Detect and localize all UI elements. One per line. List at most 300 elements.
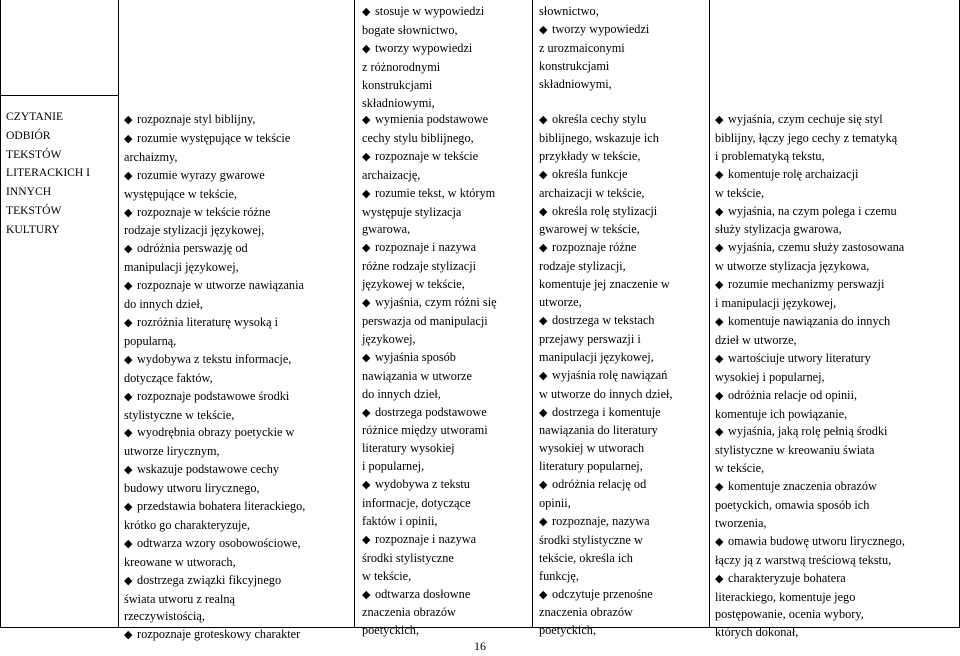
- bullet-icon: ◆: [539, 314, 548, 327]
- criteria-text: omawia budowę utworu lirycznego,: [728, 533, 905, 548]
- bullet-icon: ◆: [539, 369, 548, 382]
- bullet-icon: ◆: [362, 150, 371, 163]
- criteria-text: rozumie wyrazy gwarowe: [137, 167, 265, 182]
- criteria-item: [124, 626, 352, 645]
- criteria-item: [124, 130, 352, 167]
- criteria-item: [715, 533, 959, 570]
- criteria-text: określa rolę stylizacji: [552, 203, 658, 218]
- criteria-text: dzieł w utworze,: [715, 332, 797, 347]
- criteria-item: [715, 478, 959, 533]
- criteria-line: [362, 111, 532, 130]
- row-divider: [0, 95, 118, 96]
- criteria-text: komentuje nawiązania do innych: [728, 313, 891, 328]
- criteria-text: w tekście,: [715, 185, 765, 200]
- criteria-item: [362, 185, 532, 240]
- bullet-icon: ◆: [124, 537, 133, 550]
- bullet-icon: ◆: [124, 353, 133, 366]
- criteria-text: nawiązania do literatury: [539, 423, 658, 438]
- section-title: [6, 108, 116, 240]
- criteria-text: i manipulacji językowej,: [715, 296, 837, 311]
- criteria-item: [124, 388, 352, 425]
- criteria-line: [362, 40, 532, 59]
- criteria-item: [539, 166, 709, 203]
- criteria-text: manipulacji językowej,: [539, 349, 654, 364]
- criteria-text: rozpoznaje, nazywa: [552, 513, 650, 528]
- criteria-text: dostrzega i komentuje: [552, 404, 661, 419]
- criteria-list: [362, 3, 532, 112]
- criteria-text: tworzy wypowiedzi: [552, 21, 650, 36]
- bullet-icon: ◆: [715, 481, 724, 494]
- criteria-text: wyodrębnia obrazy poetyckie w: [137, 425, 295, 440]
- criteria-item: [715, 387, 959, 424]
- criteria-text: informacje, dotyczące: [362, 496, 471, 511]
- criteria-text: utworze,: [539, 295, 582, 310]
- criteria-text: tekście, określa ich: [539, 550, 633, 565]
- criteria-text: tworzy wypowiedzi: [375, 40, 473, 55]
- bullet-icon: ◆: [362, 114, 371, 126]
- criteria-item: [539, 21, 709, 94]
- criteria-line: [124, 204, 352, 223]
- criteria-text: rozpoznaje podstawowe środki: [137, 388, 290, 403]
- criteria-text: komentuje znaczenia obrazów: [728, 479, 877, 494]
- column-divider: [118, 0, 119, 627]
- criteria-text: znaczenia obrazów: [539, 605, 633, 620]
- bullet-icon: ◆: [715, 205, 724, 218]
- criteria-text: do innych dzieł,: [124, 297, 203, 312]
- bullet-icon: ◆: [362, 351, 371, 364]
- criteria-text: wymienia podstawowe: [375, 112, 489, 126]
- column-divider: [532, 0, 533, 627]
- bullet-icon: ◆: [715, 352, 724, 365]
- criteria-text: w tekście,: [362, 568, 412, 583]
- criteria-text: składniowymi,: [362, 95, 435, 110]
- criteria-text: poetyckich,: [539, 623, 597, 638]
- section-title-line: TEKSTÓW: [6, 147, 62, 161]
- criteria-line: [539, 203, 709, 222]
- bullet-icon: ◆: [539, 205, 548, 218]
- criteria-item: [362, 111, 532, 148]
- bullet-icon: ◆: [362, 242, 371, 255]
- criteria-text: środki stylistyczne: [362, 550, 454, 565]
- criteria-item: [715, 203, 959, 240]
- bullet-icon: ◆: [539, 588, 548, 601]
- criteria-text: stosuje w wypowiedzi: [375, 4, 485, 18]
- criteria-text: wyjaśnia, czemu służy zastosowana: [728, 240, 905, 255]
- criteria-text: literatury wysokiej: [362, 441, 455, 456]
- criteria-item: [715, 239, 959, 276]
- criteria-text: rozpoznaje i nazywa: [375, 240, 477, 255]
- column-3-list: [539, 111, 709, 640]
- criteria-text: gwarowa,: [362, 222, 411, 237]
- criteria-line: [124, 111, 352, 130]
- bullet-icon: ◆: [539, 242, 548, 255]
- criteria-text: rzeczywistością,: [124, 609, 205, 624]
- criteria-line: [362, 185, 532, 204]
- criteria-text: odtwarza wzory osobowościowe,: [137, 535, 301, 550]
- criteria-text: poetyckich, omawia sposób ich: [715, 498, 870, 513]
- criteria-text: przykłady w tekście,: [539, 148, 641, 163]
- criteria-text: kreowane w utworach,: [124, 554, 236, 569]
- criteria-text: archaizacji w tekście,: [539, 185, 645, 200]
- criteria-text: wartościuje utwory literatury: [728, 350, 871, 365]
- bullet-icon: ◆: [124, 206, 133, 219]
- criteria-line: [124, 535, 352, 554]
- criteria-text: archaizmy,: [124, 149, 178, 164]
- column-1-list: [124, 111, 352, 645]
- criteria-line: [715, 203, 959, 222]
- criteria-text: rozpoznaje groteskowy charakter: [137, 627, 301, 642]
- criteria-text: stylistyczne w kreowaniu świata: [715, 443, 875, 458]
- criteria-line: [539, 239, 709, 258]
- criteria-text: charakteryzuje bohatera: [728, 570, 846, 585]
- criteria-item: [539, 312, 709, 367]
- bullet-icon: ◆: [124, 629, 133, 642]
- criteria-item: [362, 148, 532, 185]
- criteria-text: rozpoznaje w tekście różne: [137, 204, 271, 219]
- section-title-line: TEKSTÓW: [6, 203, 62, 217]
- criteria-item: [362, 476, 532, 531]
- criteria-text: służy stylizacja gwarowa,: [715, 222, 842, 237]
- criteria-line: [124, 351, 352, 370]
- criteria-list: [539, 21, 709, 94]
- criteria-text: archaizację,: [362, 167, 421, 182]
- criteria-text: znaczenia obrazów: [362, 605, 456, 620]
- column-4-list: [715, 111, 959, 642]
- criteria-text: literatury popularnej,: [539, 459, 643, 474]
- criteria-text: wskazuje podstawowe cechy: [137, 462, 280, 477]
- criteria-line: [539, 312, 709, 331]
- criteria-text: dostrzega w tekstach: [552, 312, 655, 327]
- criteria-text: cechy stylu biblijnego,: [362, 130, 474, 145]
- criteria-text: krótko go charakteryzuje,: [124, 517, 250, 532]
- criteria-text: językowej,: [362, 331, 416, 346]
- criteria-list: [362, 111, 532, 640]
- bullet-icon: ◆: [362, 42, 371, 55]
- criteria-text: postępowanie, ocenia wybory,: [715, 607, 864, 622]
- criteria-text: rozumie mechanizmy perswazji: [728, 277, 885, 292]
- criteria-text: wyjaśnia sposób: [375, 349, 456, 364]
- criteria-item: [362, 40, 532, 113]
- criteria-text: wyjaśnia rolę nawiązań: [552, 367, 668, 382]
- criteria-line: [715, 423, 959, 442]
- criteria-text: odtwarza dosłowne: [375, 586, 471, 601]
- criteria-line: [362, 3, 532, 22]
- criteria-text: konstrukcjami: [362, 77, 433, 92]
- criteria-item: [539, 239, 709, 312]
- section-title-line: ODBIÓR: [6, 128, 51, 142]
- criteria-text: rozpoznaje w tekście: [375, 148, 479, 163]
- criteria-text: wysokiej i popularnej,: [715, 369, 825, 384]
- criteria-text: faktów i opinii,: [362, 513, 438, 528]
- criteria-text: rozpoznaje w utworze nawiązania: [137, 278, 304, 293]
- criteria-text: tworzenia,: [715, 515, 767, 530]
- column-divider: [354, 0, 355, 627]
- bullet-icon: ◆: [539, 515, 548, 528]
- criteria-line: [124, 130, 352, 149]
- bullet-icon: ◆: [362, 297, 371, 310]
- criteria-item: [715, 166, 959, 203]
- criteria-text: występuje stylizacja: [362, 204, 462, 219]
- criteria-text: konstrukcjami: [539, 58, 610, 73]
- criteria-text: z różnorodnymi: [362, 59, 441, 74]
- criteria-line: [715, 533, 959, 552]
- criteria-item: [362, 294, 532, 349]
- criteria-list: [124, 111, 352, 645]
- bullet-icon: ◆: [362, 533, 371, 546]
- criteria-text: w tekście,: [715, 461, 765, 476]
- criteria-line: [124, 626, 352, 645]
- section-title-line: KULTURY: [6, 222, 60, 236]
- criteria-line: [715, 387, 959, 406]
- criteria-item: [124, 167, 352, 204]
- bullet-icon: ◆: [124, 464, 133, 477]
- criteria-line: [715, 166, 959, 185]
- bullet-icon: ◆: [124, 316, 133, 329]
- criteria-item: [715, 313, 959, 350]
- criteria-text: literackiego, komentuje jego: [715, 589, 856, 604]
- criteria-line: [539, 166, 709, 185]
- criteria-line: [539, 476, 709, 495]
- bullet-icon: ◆: [124, 574, 133, 587]
- criteria-text: odróżnia relacje od opinii,: [728, 387, 858, 402]
- bullet-icon: ◆: [362, 406, 371, 419]
- criteria-line: [362, 294, 532, 313]
- criteria-line: [362, 239, 532, 258]
- criteria-text: świata utworu z realną: [124, 591, 235, 606]
- bullet-icon: ◆: [124, 390, 133, 403]
- criteria-text: różnice między utworami: [362, 423, 488, 438]
- criteria-item: [124, 277, 352, 314]
- bullet-icon: ◆: [715, 572, 724, 585]
- page-number: 16: [474, 639, 486, 653]
- bullet-icon: ◆: [124, 280, 133, 293]
- criteria-text: biblijnego, wskazuje ich: [539, 130, 659, 145]
- criteria-line: [362, 476, 532, 495]
- criteria-line: [362, 148, 532, 167]
- criteria-text: nawiązania w utworze: [362, 368, 472, 383]
- criteria-line: [124, 314, 352, 333]
- criteria-text: w utworze stylizacja językowa,: [715, 259, 870, 274]
- criteria-item: [124, 461, 352, 498]
- bullet-icon: ◆: [715, 426, 724, 439]
- criteria-text: wydobywa z tekstu informacje,: [137, 351, 292, 366]
- criteria-text: budowy utworu lirycznego,: [124, 481, 260, 496]
- column-divider: [709, 0, 710, 627]
- bullet-icon: ◆: [715, 535, 724, 548]
- criteria-line: [124, 277, 352, 296]
- criteria-text: środki stylistyczne w: [539, 532, 643, 547]
- criteria-item: [715, 111, 959, 166]
- criteria-line: [715, 350, 959, 369]
- criteria-text: wyjaśnia, czym cechuje się styl: [728, 112, 883, 126]
- criteria-text: dostrzega podstawowe: [375, 404, 487, 419]
- criteria-line: [124, 240, 352, 259]
- criteria-item: [539, 203, 709, 240]
- criteria-item: [539, 586, 709, 641]
- criteria-list: [539, 111, 709, 640]
- bullet-icon: ◆: [362, 6, 371, 18]
- bullet-icon: ◆: [715, 114, 724, 126]
- criteria-text: manipulacji językowej,: [124, 260, 239, 275]
- criteria-item: [362, 404, 532, 477]
- bullet-icon: ◆: [715, 242, 724, 255]
- bullet-icon: ◆: [715, 315, 724, 328]
- criteria-text: funkcję,: [539, 568, 579, 583]
- criteria-text: gwarowej w tekście,: [539, 222, 640, 237]
- section-title-line: CZYTANIE: [6, 110, 64, 123]
- criteria-text: i problematyką tekstu,: [715, 148, 825, 163]
- criteria-text: których dokonał,: [715, 625, 799, 640]
- criteria-text: odróżnia perswazję od: [137, 241, 248, 256]
- criteria-line: [362, 404, 532, 423]
- criteria-item: [124, 204, 352, 241]
- criteria-item: [715, 276, 959, 313]
- criteria-text: określa funkcje: [552, 166, 628, 181]
- bullet-icon: ◆: [124, 132, 133, 145]
- criteria-text: wyjaśnia, jaką rolę pełnią środki: [728, 424, 888, 439]
- criteria-text: językowej w tekście,: [362, 277, 465, 292]
- criteria-line: [539, 586, 709, 605]
- bullet-icon: ◆: [362, 588, 371, 601]
- criteria-line: [539, 111, 709, 130]
- criteria-item: [539, 476, 709, 513]
- bullet-icon: ◆: [124, 243, 133, 256]
- criteria-line: [539, 21, 709, 40]
- bullet-icon: ◆: [539, 479, 548, 492]
- criteria-text: łączy ją z warstwą treściową tekstu,: [715, 552, 892, 567]
- criteria-item: [124, 498, 352, 535]
- criteria-item: [362, 531, 532, 586]
- criteria-text: w utworze do innych dzieł,: [539, 386, 673, 401]
- criteria-item: [715, 350, 959, 387]
- criteria-text: rozumie występujące w tekście: [137, 130, 291, 145]
- bullet-icon: ◆: [124, 427, 133, 440]
- criteria-text: z urozmaiconymi: [539, 40, 625, 55]
- criteria-line: [715, 276, 959, 295]
- criteria-text: opinii,: [539, 496, 571, 511]
- criteria-item: [124, 351, 352, 388]
- criteria-item: [124, 572, 352, 627]
- criteria-text: przejawy perswazji i: [539, 331, 641, 346]
- criteria-line: [715, 478, 959, 497]
- criteria-item: [715, 570, 959, 643]
- bullet-icon: ◆: [715, 389, 724, 402]
- column-3-top-list: [539, 3, 709, 94]
- criteria-line: [715, 111, 959, 130]
- bullet-icon: ◆: [124, 169, 133, 182]
- criteria-text: rozróżnia literaturę wysoką i: [137, 314, 279, 329]
- criteria-text: stylistyczne w tekście,: [124, 407, 235, 422]
- criteria-item: [124, 111, 352, 130]
- bullet-icon: ◆: [124, 501, 133, 514]
- criteria-text: biblijny, łączy jego cechy z tematyką: [715, 130, 898, 145]
- criteria-text: komentuje rolę archaizacji: [728, 166, 859, 181]
- criteria-text: popularną,: [124, 333, 177, 348]
- criteria-text: dostrzega związki fikcyjnego: [137, 572, 282, 587]
- criteria-text: i popularnej,: [362, 459, 425, 474]
- criteria-text: słownictwo,: [539, 4, 599, 18]
- bullet-icon: ◆: [539, 406, 548, 419]
- bullet-icon: ◆: [539, 114, 548, 126]
- bullet-icon: ◆: [362, 187, 371, 200]
- criteria-text: utworze lirycznym,: [124, 444, 220, 459]
- criteria-item: [124, 240, 352, 277]
- criteria-text: do innych dzieł,: [362, 386, 441, 401]
- criteria-item: [362, 239, 532, 294]
- criteria-text: dotyczące faktów,: [124, 370, 213, 385]
- criteria-text: występujące w tekście,: [124, 186, 238, 201]
- criteria-line: [715, 313, 959, 332]
- criteria-line: [124, 388, 352, 407]
- criteria-line: [362, 531, 532, 550]
- criteria-line: [539, 367, 709, 386]
- criteria-text: określa cechy stylu: [552, 112, 647, 126]
- criteria-item: [362, 586, 532, 641]
- criteria-text: odczytuje przenośne: [552, 586, 653, 601]
- criteria-text: wydobywa z tekstu: [375, 477, 470, 492]
- criteria-text: perswazja od manipulacji: [362, 313, 488, 328]
- criteria-text: rozpoznaje i nazywa: [375, 531, 477, 546]
- criteria-text: komentuje ich powiązanie,: [715, 406, 848, 421]
- criteria-text: rodzaje stylizacji,: [539, 259, 626, 274]
- criteria-text: rozpoznaje styl biblijny,: [137, 112, 256, 126]
- section-title-line: LITERACKICH I: [6, 166, 91, 180]
- criteria-item: [124, 424, 352, 461]
- criteria-item: [539, 111, 709, 166]
- bullet-icon: ◆: [715, 168, 724, 181]
- bullet-icon: ◆: [539, 168, 548, 181]
- criteria-item: [715, 423, 959, 478]
- criteria-line: [362, 349, 532, 368]
- criteria-text: bogate słownictwo,: [362, 22, 458, 37]
- criteria-line: [362, 586, 532, 605]
- criteria-line: [539, 513, 709, 532]
- criteria-text: składniowymi,: [539, 76, 612, 91]
- criteria-item: [124, 535, 352, 572]
- column-2-list: [362, 111, 532, 640]
- criteria-text: odróżnia relację od: [552, 477, 647, 492]
- criteria-line: [124, 572, 352, 591]
- criteria-text: poetyckich,: [362, 623, 420, 638]
- column-2-top-list: [362, 3, 532, 112]
- criteria-line: [124, 498, 352, 517]
- criteria-text: wysokiej w utworach: [539, 441, 645, 456]
- criteria-item: [362, 349, 532, 404]
- criteria-text: przedstawia bohatera literackiego,: [137, 499, 306, 514]
- criteria-line: [124, 461, 352, 480]
- bullet-icon: ◆: [362, 479, 371, 492]
- criteria-line: [124, 167, 352, 186]
- criteria-text: rozpoznaje różne: [552, 240, 637, 255]
- criteria-text: komentuje jej znaczenie w: [539, 277, 670, 292]
- criteria-text: różne rodzaje stylizacji: [362, 259, 477, 274]
- criteria-item: [362, 3, 532, 40]
- criteria-item: [124, 314, 352, 351]
- criteria-item: [539, 513, 709, 586]
- criteria-line: [539, 404, 709, 423]
- bullet-icon: ◆: [715, 279, 724, 292]
- section-title-line: INNYCH: [6, 185, 52, 199]
- criteria-line: [124, 424, 352, 443]
- criteria-line: [715, 570, 959, 589]
- criteria-text: wyjaśnia, na czym polega i czemu: [728, 203, 897, 218]
- criteria-item: [539, 404, 709, 477]
- criteria-text: rodzaje stylizacji językowej,: [124, 223, 265, 238]
- criteria-text: rozumie tekst, w którym: [375, 185, 496, 200]
- bullet-icon: ◆: [539, 23, 548, 36]
- bullet-icon: ◆: [124, 114, 133, 126]
- criteria-list: [715, 111, 959, 642]
